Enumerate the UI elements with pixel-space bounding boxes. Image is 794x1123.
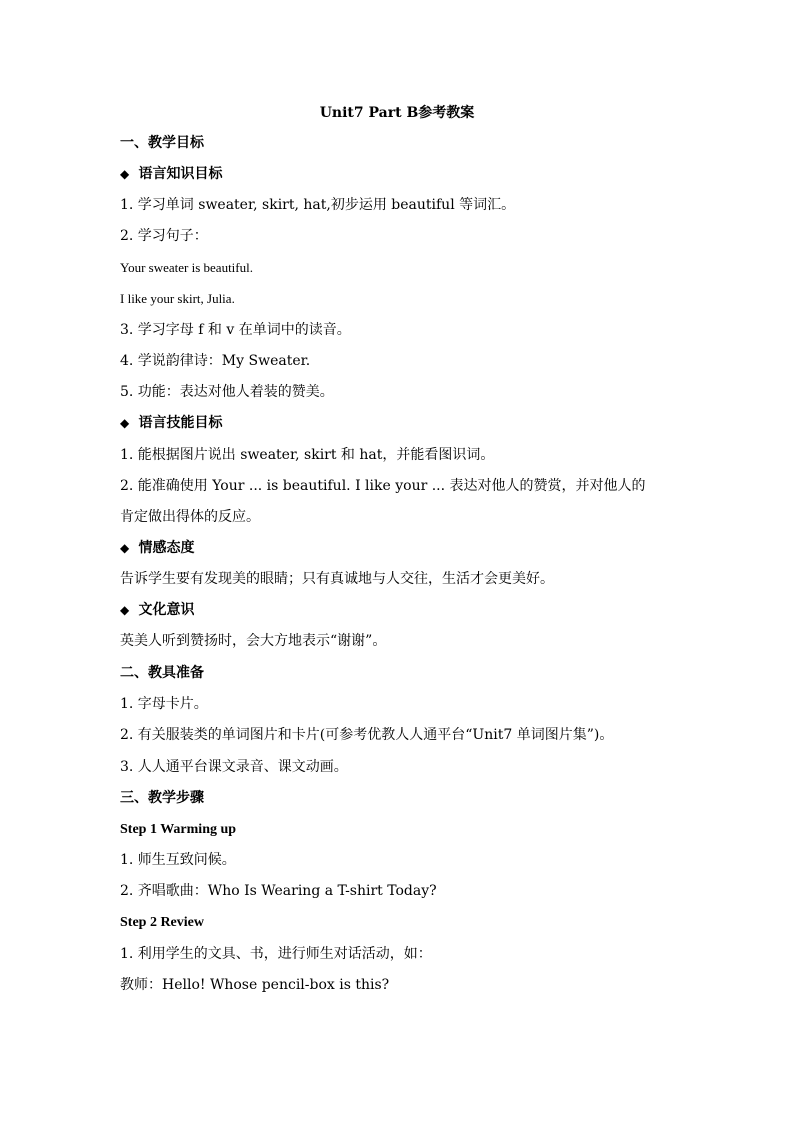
knowledge-item-sentence-1: Your sweater is beautiful.: [120, 260, 253, 275]
document-title: Unit7 Part B参考教案: [319, 105, 475, 121]
culture-text: 英美人听到赞扬时，会大方地表示“谢谢”。: [120, 633, 387, 649]
skill-item-2-continued: 肯定做出得体的反应。: [120, 509, 260, 525]
skill-item-2: 2. 能准确使用 Your ... is beautiful. I like your ... 表达对他人的赞赏，并对他人的: [120, 478, 646, 494]
subheading-label: 文化意识: [138, 602, 195, 618]
step2-item-1: 1. 利用学生的文具、书，进行师生对话活动，如：: [120, 946, 432, 962]
subheading-language-knowledge: [120, 164, 222, 184]
step1-heading: Step 1 Warming up: [120, 822, 237, 837]
knowledge-item-2: 2. 学习句子：: [120, 228, 208, 244]
knowledge-item-sentence-2: I like your skirt, Julia.: [120, 291, 235, 306]
diamond-bullet-icon: ◆: [120, 416, 130, 430]
knowledge-item-3: 3. 学习字母 f 和 v 在单词中的读音。: [120, 322, 351, 338]
step2-heading: Step 2 Review: [120, 915, 204, 930]
subheading-emotion: [120, 538, 194, 558]
diamond-bullet-icon: ◆: [120, 167, 130, 181]
knowledge-item-1: 1. 学习单词 sweater, skirt, hat,初步运用 beautiful 等词汇。: [120, 197, 516, 213]
prep-item-1: 1. 字母卡片。: [120, 696, 208, 712]
knowledge-item-4: 4. 学说韵律诗：My Sweater.: [120, 353, 311, 369]
subheading-label: 语言技能目标: [138, 415, 223, 431]
subheading-label: 情感态度: [138, 540, 195, 556]
prep-item-2: 2. 有关服装类的单词图片和卡片(可参考优教人人通平台“Unit7 单词图片集”)。: [120, 727, 614, 743]
step1-item-1: 1. 师生互致问候。: [120, 852, 236, 868]
prep-item-3: 3. 人人通平台课文录音、课文动画。: [120, 759, 348, 775]
step1-item-2: 2. 齐唱歌曲：Who Is Wearing a T-shirt Today?: [120, 883, 437, 899]
subheading-language-skill: [120, 413, 222, 433]
section-heading-goals: 一、教学目标: [120, 135, 204, 151]
subheading-culture: [120, 600, 194, 620]
diamond-bullet-icon: ◆: [120, 541, 130, 555]
emotion-text: 告诉学生要有发现美的眼睛；只有真诚地与人交往，生活才会更美好。: [120, 571, 554, 587]
diamond-bullet-icon: ◆: [120, 603, 130, 617]
skill-item-1: 1. 能根据图片说出 sweater, skirt 和 hat，并能看图识词。: [120, 447, 495, 463]
knowledge-item-5: 5. 功能：表达对他人着装的赞美。: [120, 384, 334, 400]
section-heading-preparation: 二、教具准备: [120, 665, 204, 681]
section-heading-steps: 三、教学步骤: [120, 790, 204, 806]
subheading-label: 语言知识目标: [138, 166, 223, 182]
step2-item-2: 教师：Hello! Whose pencil-box is this?: [120, 977, 390, 993]
